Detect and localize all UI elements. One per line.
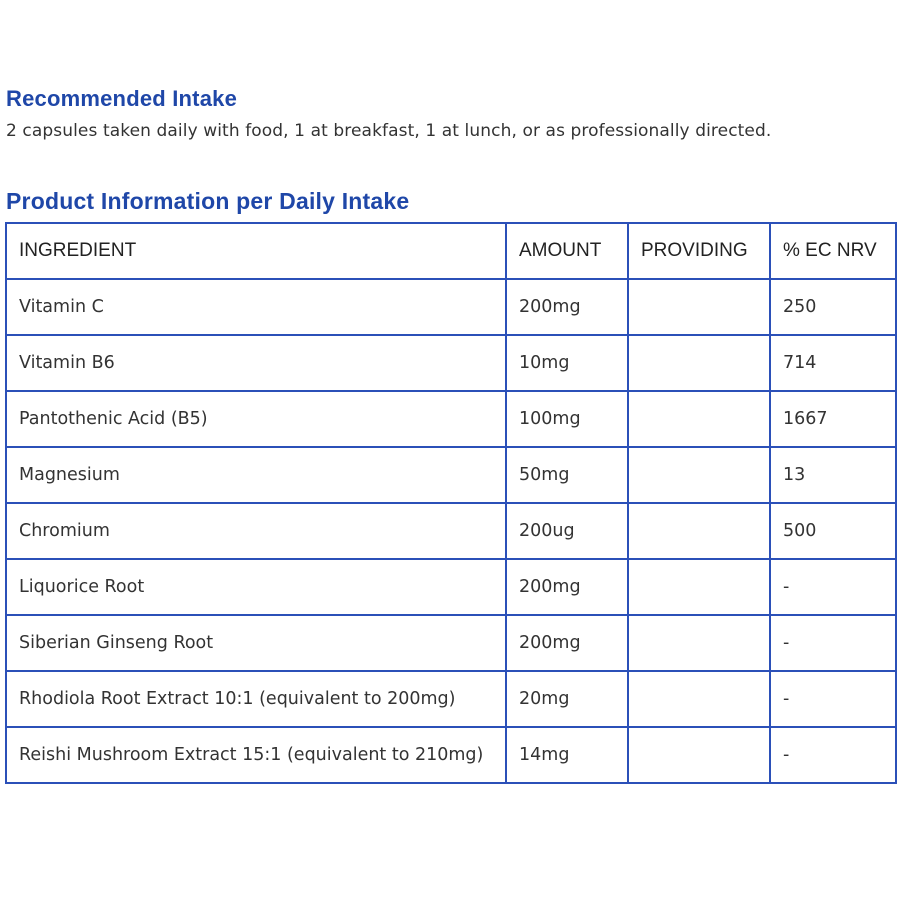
- providing-cell: [628, 279, 770, 335]
- ingredient-cell: Vitamin C: [6, 279, 506, 335]
- recommended-intake-text: 2 capsules taken daily with food, 1 at breakfast, 1 at lunch, or as professionally directed.: [6, 121, 772, 141]
- ingredient-cell: Siberian Ginseng Root: [6, 615, 506, 671]
- providing-cell: [628, 335, 770, 391]
- table-row: [6, 279, 896, 335]
- ingredient-cell: Magnesium: [6, 447, 506, 503]
- table-row: [6, 391, 896, 447]
- providing-cell: [628, 391, 770, 447]
- providing-cell: [628, 503, 770, 559]
- table-row: [6, 615, 896, 671]
- providing-cell: [628, 727, 770, 783]
- table-row: [6, 447, 896, 503]
- nrv-cell: -: [770, 615, 896, 671]
- ingredient-cell: Chromium: [6, 503, 506, 559]
- amount-cell: 200ug: [506, 503, 628, 559]
- ingredient-cell: Reishi Mushroom Extract 15:1 (equivalent to 210mg): [6, 727, 506, 783]
- nrv-cell: 13: [770, 447, 896, 503]
- nrv-cell: -: [770, 671, 896, 727]
- providing-cell: [628, 447, 770, 503]
- nrv-cell: 500: [770, 503, 896, 559]
- providing-cell: [628, 615, 770, 671]
- table-row: [6, 335, 896, 391]
- amount-cell: 10mg: [506, 335, 628, 391]
- amount-cell: 200mg: [506, 279, 628, 335]
- amount-cell: 200mg: [506, 559, 628, 615]
- amount-cell: 50mg: [506, 447, 628, 503]
- table-row: [6, 559, 896, 615]
- amount-cell: 20mg: [506, 671, 628, 727]
- nrv-cell: -: [770, 727, 896, 783]
- column-header-ingredient: INGREDIENT: [6, 223, 506, 279]
- recommended-intake-heading: Recommended Intake: [6, 86, 238, 111]
- product-information-table: [5, 222, 897, 784]
- ingredient-cell: Vitamin B6: [6, 335, 506, 391]
- providing-cell: [628, 559, 770, 615]
- column-header-nrv: % EC NRV: [770, 223, 896, 279]
- providing-cell: [628, 671, 770, 727]
- nrv-cell: -: [770, 559, 896, 615]
- table-row: [6, 671, 896, 727]
- nrv-cell: 714: [770, 335, 896, 391]
- amount-cell: 14mg: [506, 727, 628, 783]
- amount-cell: 200mg: [506, 615, 628, 671]
- table-header-row: [6, 223, 896, 279]
- ingredient-cell: Rhodiola Root Extract 10:1 (equivalent to 200mg): [6, 671, 506, 727]
- ingredient-cell: Liquorice Root: [6, 559, 506, 615]
- ingredient-cell: Pantothenic Acid (B5): [6, 391, 506, 447]
- nrv-cell: 1667: [770, 391, 896, 447]
- amount-cell: 100mg: [506, 391, 628, 447]
- nrv-cell: 250: [770, 279, 896, 335]
- column-header-amount: AMOUNT: [506, 223, 628, 279]
- product-information-heading: Product Information per Daily Intake: [6, 188, 410, 214]
- column-header-providing: PROVIDING: [628, 223, 770, 279]
- table-row: [6, 727, 896, 783]
- table-row: [6, 503, 896, 559]
